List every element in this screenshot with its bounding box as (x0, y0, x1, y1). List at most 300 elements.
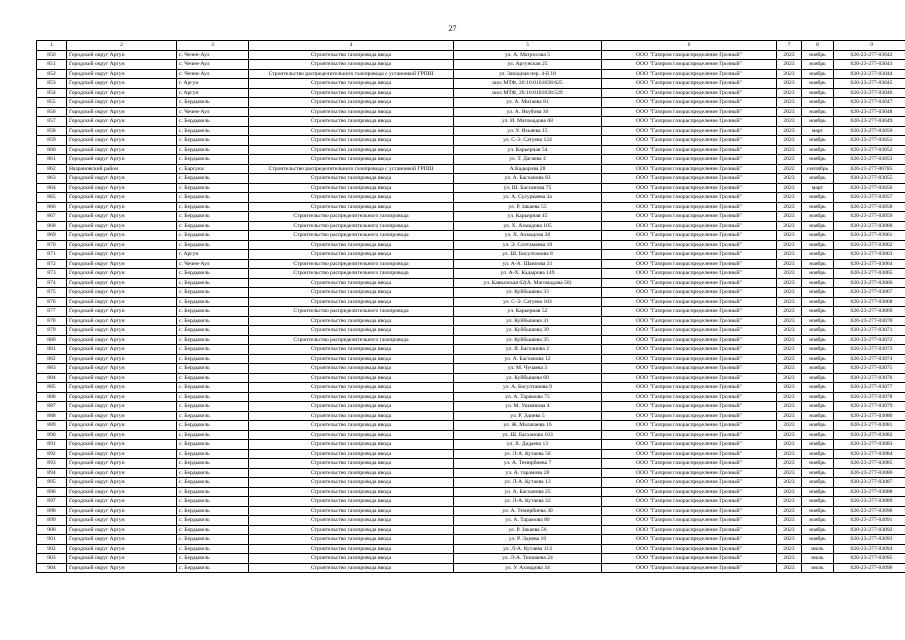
table-cell: ноябрь (802, 373, 834, 383)
table-cell: Городской округ Аргун (67, 563, 177, 573)
table-cell: 2023 (777, 544, 802, 554)
table-cell: 2023 (777, 478, 802, 488)
table-cell: Строительство газопровода ввода (249, 183, 454, 193)
table-cell: 020-23-277-03096 (834, 563, 905, 573)
table-cell: 850 (37, 50, 67, 60)
table-cell: 889 (37, 421, 67, 431)
table-cell: 856 (37, 107, 67, 117)
table-cell: 020-23-277-03057 (834, 193, 905, 203)
table-cell: ноябрь (802, 354, 834, 364)
column-header: 3 (177, 41, 249, 51)
table-cell: ноябрь (802, 487, 834, 497)
table-cell: ООО "Газпром газораспределение Грозный" (602, 563, 777, 573)
table-cell: ООО "Газпром газораспределение Грозный" (602, 345, 777, 355)
table-cell: 880 (37, 335, 67, 345)
table-cell: ООО "Газпром газораспределение Грозный" (602, 269, 777, 279)
column-header: 6 (602, 41, 777, 51)
registry-table (36, 40, 905, 573)
table-cell: с. Бердыкель (177, 354, 249, 364)
table-cell: ноябрь (802, 497, 834, 507)
table-cell: с. Бердыкель (177, 421, 249, 431)
table-cell: 2023 (777, 231, 802, 241)
table-cell: с. Бердыкель (177, 98, 249, 108)
table-cell: Городской округ Аргун (67, 231, 177, 241)
table-cell: Строительство газопровода ввода (249, 88, 454, 98)
table-cell: Городской округ Аргун (67, 392, 177, 402)
table-row (37, 402, 905, 412)
table-cell: ноябрь (802, 402, 834, 412)
table-cell: ул. Л-А. Тепшаева 24 (454, 554, 602, 564)
table-cell: ООО "Газпром газораспределение Грозный" (602, 193, 777, 203)
column-header: 2 (67, 41, 177, 51)
table-cell: Строительство газопровода ввода (249, 240, 454, 250)
table-row (37, 392, 905, 402)
table-cell: с. Бердыкель (177, 554, 249, 564)
table-cell: ноябрь (802, 278, 834, 288)
table-cell: с. Бердыкель (177, 383, 249, 393)
table-cell: 871 (37, 250, 67, 260)
table-cell: ул. Х. Ахмадова 105 (454, 221, 602, 231)
table-row (37, 497, 905, 507)
table-cell: ул. Ш. Бисултанова 8 (454, 250, 602, 260)
table-cell: 2023 (777, 174, 802, 184)
table-cell: 2023 (777, 402, 802, 412)
table-cell: Строительство распределительного газопровода с установкой ГРПШ (249, 69, 454, 79)
table-cell: Городской округ Аргун (67, 440, 177, 450)
table-cell: ООО "Газпром газораспределение Грозный" (602, 525, 777, 535)
table-cell: Городской округ Аргун (67, 497, 177, 507)
table-cell: 020-23-277-03043 (834, 60, 905, 70)
table-cell: 2023 (777, 516, 802, 526)
table-cell: ООО "Газпром газораспределение Грозный" (602, 259, 777, 269)
table-cell: с. Бердыкель (177, 392, 249, 402)
table-cell: Городской округ Аргун (67, 202, 177, 212)
table-cell: 020-23-277-03082 (834, 430, 905, 440)
table-cell: ноябрь (802, 364, 834, 374)
table-cell: Городской округ Аргун (67, 174, 177, 184)
table-cell: ООО "Газпром газораспределение Грозный" (602, 98, 777, 108)
table-cell: 020-23-277-03069 (834, 307, 905, 317)
table-cell: Строительство газопровода ввода (249, 392, 454, 402)
table-cell: 020-23-277-03051 (834, 136, 905, 146)
table-row (37, 411, 905, 421)
table-row (37, 383, 905, 393)
table-cell: с. Бердыкель (177, 478, 249, 488)
table-cell: Строительство газопровода ввода (249, 459, 454, 469)
table-cell: 904 (37, 563, 67, 573)
table-cell: 885 (37, 383, 67, 393)
table-cell: Строительство газопровода ввода (249, 411, 454, 421)
table-cell: ООО "Газпром газораспределение Грозный" (602, 117, 777, 127)
table-cell: 2023 (777, 288, 802, 298)
table-row (37, 421, 905, 431)
table-cell: ул. Л-А. Кутаева 113 (454, 544, 602, 554)
table-cell: ноябрь (802, 145, 834, 155)
table-cell: 865 (37, 193, 67, 203)
table-row (37, 516, 905, 526)
table-cell: 020-23-277-03085 (834, 459, 905, 469)
table-cell: ул. Карьерная 52 (454, 307, 602, 317)
table-row (37, 221, 905, 231)
table-cell: ул. А. Якубова 36 (454, 107, 602, 117)
table-cell: 020-23-277-03059 (834, 212, 905, 222)
table-cell: Строительство газопровода ввода (249, 50, 454, 60)
table-cell: с. Бердыкель (177, 459, 249, 469)
table-cell: Городской округ Аргун (67, 345, 177, 355)
table-cell: ноябрь (802, 98, 834, 108)
table-cell: Назрановский район (67, 164, 177, 174)
table-row (37, 107, 905, 117)
table-cell: 2023 (777, 506, 802, 516)
table-row (37, 544, 905, 554)
table-cell: 020-23-277-03068 (834, 297, 905, 307)
table-cell: с. Бердыкель (177, 155, 249, 165)
table-cell: Городской округ Аргун (67, 126, 177, 136)
table-cell: 020-23-277-03084 (834, 449, 905, 459)
table-cell: июль (802, 563, 834, 573)
table-cell: Строительство газопровода ввода (249, 98, 454, 108)
table-cell: ноябрь (802, 231, 834, 241)
table-cell: ООО "Газпром газораспределение Грозный" (602, 174, 777, 184)
table-cell: ноябрь (802, 506, 834, 516)
table-row (37, 240, 905, 250)
table-cell: Строительство газопровода ввода (249, 107, 454, 117)
table-cell: ООО "Газпром газораспределение Грозный" (602, 50, 777, 60)
table-cell: Строительство газопровода ввода (249, 60, 454, 70)
table-cell: 020-21-277-00785 (834, 164, 905, 174)
table-cell: Городской округ Аргун (67, 269, 177, 279)
table-cell: 020-23-277-03088 (834, 487, 905, 497)
table-cell: ООО "Газпром газораспределение Грозный" (602, 506, 777, 516)
table-cell: 894 (37, 468, 67, 478)
table-cell: 020-23-277-03061 (834, 231, 905, 241)
table-cell: 020-23-277-03055 (834, 174, 905, 184)
table-cell: Строительство газопровода ввода (249, 468, 454, 478)
table-cell: ООО "Газпром газораспределение Грозный" (602, 354, 777, 364)
table-cell: 2023 (777, 212, 802, 222)
table-cell: Строительство газопровода ввода (249, 449, 454, 459)
table-cell: ул. С-Э. Сатуева 124 (454, 136, 602, 146)
table-cell: 2023 (777, 535, 802, 545)
table-cell: Городской округ Аргун (67, 525, 177, 535)
table-cell: Строительство газопровода ввода (249, 421, 454, 431)
table-cell: 020-23-277-03053 (834, 155, 905, 165)
table-cell: 2023 (777, 240, 802, 250)
table-cell: ООО "Газпром газораспределение Грозный" (602, 383, 777, 393)
table-cell: ноябрь (802, 240, 834, 250)
table-cell: Городской округ Аргун (67, 478, 177, 488)
table-cell: 2023 (777, 497, 802, 507)
table-cell: с. Бердыкель (177, 193, 249, 203)
table-cell: 874 (37, 278, 67, 288)
table-cell: ООО "Газпром газораспределение Грозный" (602, 535, 777, 545)
table-cell: Городской округ Аргун (67, 288, 177, 298)
table-cell: 020-23-277-03070 (834, 316, 905, 326)
table-cell: ул. Л-А. Кутаева 32 (454, 497, 602, 507)
table-cell: 020-23-277-03083 (834, 440, 905, 450)
table-cell: 2023 (777, 468, 802, 478)
table-cell: июль (802, 544, 834, 554)
table-body (37, 50, 905, 573)
table-cell: ООО "Газпром газораспределение Грозный" (602, 136, 777, 146)
table-cell: 875 (37, 288, 67, 298)
table-cell: ООО "Газпром газораспределение Грозный" (602, 155, 777, 165)
table-cell: с. Бердыкель (177, 212, 249, 222)
table-cell: 2023 (777, 307, 802, 317)
table-cell: Городской округ Аргун (67, 554, 177, 564)
table-row (37, 430, 905, 440)
table-cell: ул. А. Матросова 5 (454, 50, 602, 60)
table-cell: ООО "Газпром газораспределение Грозный" (602, 411, 777, 421)
table-cell: Городской округ Аргун (67, 402, 177, 412)
table-row (37, 440, 905, 450)
table-cell: шос.МТФ, 20:16:0101038:625 (454, 79, 602, 89)
table-cell: ул. А. Сусуркаева 3а (454, 193, 602, 203)
table-cell: Строительство газопровода ввода (249, 326, 454, 336)
table-cell: 873 (37, 269, 67, 279)
table-cell: Городской округ Аргун (67, 307, 177, 317)
table-cell: июль (802, 554, 834, 564)
table-cell: с. Бердыкель (177, 497, 249, 507)
table-cell: ноябрь (802, 69, 834, 79)
table-cell: 878 (37, 316, 67, 326)
table-cell: Строительство газопровода ввода (249, 117, 454, 127)
table-cell: сентябрь (802, 164, 834, 174)
table-cell: 2023 (777, 364, 802, 374)
table-row (37, 259, 905, 269)
table-cell: 872 (37, 259, 67, 269)
table-cell: Строительство газопровода ввода (249, 563, 454, 573)
table-cell: март (802, 126, 834, 136)
table-cell: Строительство газопровода ввода (249, 126, 454, 136)
table-row (37, 525, 905, 535)
table-cell: ул. С-Э. Сатуева 103 (454, 297, 602, 307)
table-cell: 2023 (777, 50, 802, 60)
table-cell: 020-23-277-03064 (834, 259, 905, 269)
table-cell: Строительство газопровода ввода (249, 440, 454, 450)
table-cell: 2023 (777, 411, 802, 421)
table-cell: Строительство распределительного газопровода (249, 307, 454, 317)
table-cell: ул. Западная пер. 4-й 18 (454, 69, 602, 79)
table-cell: ул. У. Ахмадова 34 (454, 563, 602, 573)
table-cell: 883 (37, 364, 67, 374)
table-cell: с. Чечен-Аул (177, 107, 249, 117)
table-cell: с. Бердыкель (177, 221, 249, 231)
table-cell: с. Бердыкель (177, 307, 249, 317)
table-cell: 2023 (777, 145, 802, 155)
table-cell: 2023 (777, 297, 802, 307)
table-cell: с. Бердыкель (177, 174, 249, 184)
table-cell: 020-23-277-03095 (834, 554, 905, 564)
column-header: 7 (777, 41, 802, 51)
table-cell: ООО "Газпром газораспределение Грозный" (602, 335, 777, 345)
table-cell: 020-23-277-03060 (834, 221, 905, 231)
table-cell: 2023 (777, 383, 802, 393)
table-cell: Городской округ Аргун (67, 117, 177, 127)
table-cell: с. Чечен-Аул (177, 50, 249, 60)
table-cell: с. Бердыкель (177, 117, 249, 127)
table-cell: 2023 (777, 430, 802, 440)
table-cell: 020-23-277-03065 (834, 269, 905, 279)
table-cell: Строительство газопровода ввода (249, 136, 454, 146)
table-row (37, 364, 905, 374)
table-cell: ООО "Газпром газораспределение Грозный" (602, 516, 777, 526)
table-cell: ул. А-Х. Кадырова 149 (454, 269, 602, 279)
table-cell: с. Бердыкель (177, 506, 249, 516)
table-cell: ул. Л-А. Кутаева 58 (454, 449, 602, 459)
table-row (37, 183, 905, 193)
table-cell: ноябрь (802, 459, 834, 469)
table-cell: 020-23-277-03091 (834, 516, 905, 526)
table-cell: 886 (37, 392, 67, 402)
table-cell: ООО "Газпром газораспределение Грозный" (602, 221, 777, 231)
table-cell: ноябрь (802, 136, 834, 146)
table-cell: с. Бердыкель (177, 449, 249, 459)
table-cell: Городской округ Аргун (67, 544, 177, 554)
table-cell: с. Бердыкель (177, 183, 249, 193)
table-row (37, 554, 905, 564)
table-cell: ноябрь (802, 411, 834, 421)
table-cell: 2023 (777, 193, 802, 203)
table-row (37, 164, 905, 174)
table-cell: Городской округ Аргун (67, 383, 177, 393)
table-cell: с. Бердыкель (177, 126, 249, 136)
table-cell: 2023 (777, 136, 802, 146)
table-row (37, 136, 905, 146)
table-cell: Строительство газопровода ввода (249, 278, 454, 288)
table-cell: г. Аргун (177, 250, 249, 260)
table-cell: Строительство распределительного газопровода (249, 269, 454, 279)
table-cell: 891 (37, 440, 67, 450)
table-cell: 853 (37, 79, 67, 89)
table-row (37, 468, 905, 478)
table-cell: Строительство распределительного газопровода (249, 231, 454, 241)
table-cell: Строительство газопровода ввода (249, 516, 454, 526)
table-cell: Строительство распределительного газопровода с установкой ГРПШ (249, 164, 454, 174)
table-cell: с. Бердыкель (177, 535, 249, 545)
column-header: 4 (249, 41, 454, 51)
table-cell: Городской округ Аргун (67, 79, 177, 89)
table-cell: 2023 (777, 373, 802, 383)
table-cell: Городской округ Аргун (67, 430, 177, 440)
table-cell: г. Аргун (177, 88, 249, 98)
table-cell: 020-23-277-03092 (834, 525, 905, 535)
table-cell: Городской округ Аргун (67, 240, 177, 250)
table-cell: Строительство газопровода ввода (249, 535, 454, 545)
table-cell: Городской округ Аргун (67, 487, 177, 497)
table-cell: Городской округ Аргун (67, 535, 177, 545)
table-cell: А.Кадырова 28 (454, 164, 602, 174)
table-cell: ноябрь (802, 212, 834, 222)
table-row (37, 202, 905, 212)
table-cell: с. Бердыкель (177, 278, 249, 288)
table-row (37, 535, 905, 545)
table-cell: Городской округ Аргун (67, 50, 177, 60)
table-cell: Строительство газопровода ввода (249, 373, 454, 383)
table-cell: Строительство газопровода ввода (249, 506, 454, 516)
table-cell: ООО "Газпром газораспределение Грозный" (602, 373, 777, 383)
table-cell: Городской округ Аргун (67, 449, 177, 459)
table-cell: 2023 (777, 69, 802, 79)
table-cell: 2023 (777, 250, 802, 260)
table-cell: с. Бердыкель (177, 136, 249, 146)
table-cell: ООО "Газпром газораспределение Грозный" (602, 126, 777, 136)
table-cell: 2023 (777, 563, 802, 573)
table-cell: Строительство газопровода ввода (249, 478, 454, 488)
table-cell: 2023 (777, 459, 802, 469)
table-cell: ул. Куйбышева 33 (454, 288, 602, 298)
table-cell: 901 (37, 535, 67, 545)
table-cell: 020-23-277-03087 (834, 478, 905, 488)
table-cell: 2023 (777, 316, 802, 326)
table-cell: 020-23-277-03042 (834, 50, 905, 60)
table-cell: ноябрь (802, 316, 834, 326)
table-cell: ООО "Газпром газораспределение Грозный" (602, 459, 777, 469)
table-cell: ул. А. Бисултанова 9 (454, 383, 602, 393)
table-cell: 890 (37, 430, 67, 440)
page-number: 27 (448, 24, 457, 33)
table-cell: ООО "Газпром газораспределение Грозный" (602, 88, 777, 98)
table-row (37, 231, 905, 241)
table-cell: ул. Кавказская 62(А. Магомадова 50) (454, 278, 602, 288)
table-cell: 020-23-277-03046 (834, 88, 905, 98)
table-cell: с. Чечен-Аул (177, 69, 249, 79)
table-cell: 861 (37, 155, 67, 165)
table-cell: шос.МТФ, 20:16:0101038:529 (454, 88, 602, 98)
table-cell: ноябрь (802, 297, 834, 307)
table-cell: 858 (37, 126, 67, 136)
table-row (37, 212, 905, 222)
table-cell: с. Бердыкель (177, 335, 249, 345)
table-cell: 870 (37, 240, 67, 250)
table-cell: Городской округ Аргун (67, 506, 177, 516)
table-cell: Строительство газопровода ввода (249, 316, 454, 326)
table-cell: 2023 (777, 554, 802, 564)
table-cell: ул. Куйбышева 60 (454, 373, 602, 383)
table-cell: с. Чечен-Аул (177, 60, 249, 70)
table-cell: ул. А. Темирбиева 7 (454, 459, 602, 469)
table-cell: 020-23-277-03090 (834, 506, 905, 516)
table-cell: с. Бердыкель (177, 525, 249, 535)
table-cell: с. Барсуки (177, 164, 249, 174)
table-cell: ноябрь (802, 174, 834, 184)
table-cell: 020-23-277-03056 (834, 183, 905, 193)
table-cell: ул. Карьерная 45 (454, 212, 602, 222)
table-row (37, 174, 905, 184)
table-row (37, 288, 905, 298)
table-row (37, 335, 905, 345)
table-cell: Строительство газопровода ввода (249, 145, 454, 155)
table-cell: Городской округ Аргун (67, 459, 177, 469)
table-cell: ноябрь (802, 193, 834, 203)
table-cell: 2023 (777, 259, 802, 269)
column-header: 1 (37, 41, 67, 51)
table-cell: 876 (37, 297, 67, 307)
table-cell: Строительство газопровода ввода (249, 193, 454, 203)
table-cell: 020-23-277-03075 (834, 364, 905, 374)
table-cell: ООО "Газпром газораспределение Грозный" (602, 202, 777, 212)
table-cell: с. Бердыкель (177, 411, 249, 421)
table-row (37, 126, 905, 136)
table-cell: Городской округ Аргун (67, 373, 177, 383)
table-cell: ООО "Газпром газораспределение Грозный" (602, 250, 777, 260)
table-cell: Городской округ Аргун (67, 107, 177, 117)
table-cell: ООО "Газпром газораспределение Грозный" (602, 449, 777, 459)
table-cell: 896 (37, 487, 67, 497)
table-cell: 2023 (777, 60, 802, 70)
table-cell: ул. Куйбышева 35 (454, 335, 602, 345)
table-cell: 020-23-277-03081 (834, 421, 905, 431)
